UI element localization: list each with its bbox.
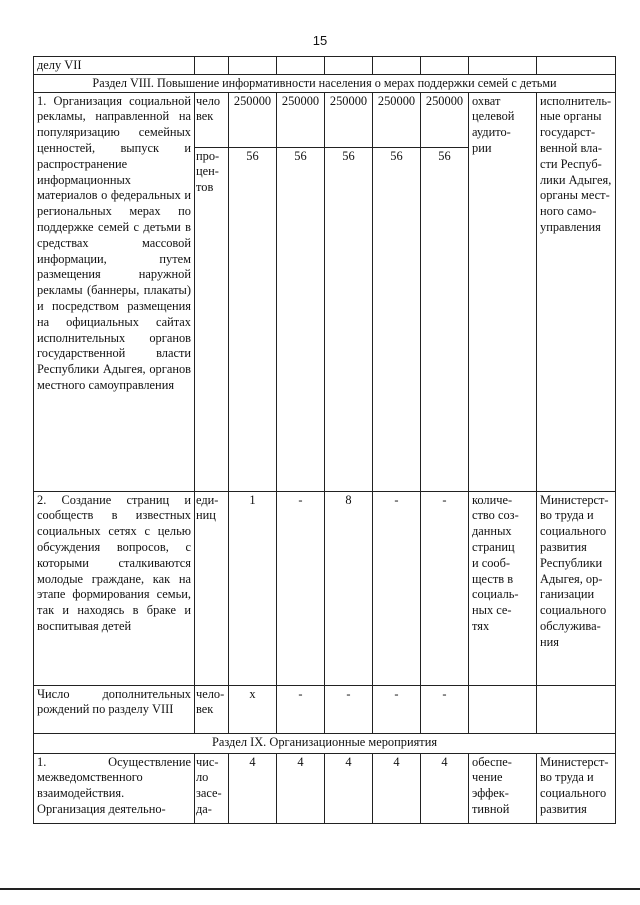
indicator-cell: охват целевой аудито- рии bbox=[469, 92, 537, 491]
value-cell: 4 bbox=[325, 753, 373, 823]
measure-cell: 2. Создание страниц и сообществ в известных социальных сетях с целью обсуждения вопросов, с которыми сталкиваются молодые граждане, как на этапе формирования семьи, так и находясь в браке и воспитывая детей bbox=[34, 491, 195, 685]
value-cell: 250000 bbox=[421, 92, 469, 147]
value-cell: - bbox=[373, 685, 421, 733]
executor-cell: Министерст- во труда и социального развития bbox=[537, 753, 616, 823]
value-cell: 1 bbox=[229, 491, 277, 685]
executor-cell: Министерст- во труда и социального развития Республики Адыгея, ор- ганизации социального обслужива- ния bbox=[537, 491, 616, 685]
measure-cell: 1. Осуществление межведомственного взаимодействия. Организация деятельно- bbox=[34, 753, 195, 823]
indicator-cell: обеспе- чение эффек- тивной bbox=[469, 753, 537, 823]
table-row bbox=[34, 92, 616, 147]
value-cell: 56 bbox=[277, 147, 325, 491]
executor-cell: исполнитель- ные органы государст- венной вла- сти Респуб- лики Адыгея, органы мест- ного само- управления bbox=[537, 92, 616, 491]
value-cell: - bbox=[277, 491, 325, 685]
value-cell: - bbox=[373, 491, 421, 685]
page-bottom-edge bbox=[0, 888, 640, 890]
value-cell: - bbox=[421, 685, 469, 733]
unit-cell: чело- век bbox=[195, 685, 229, 733]
value-cell: 56 bbox=[325, 147, 373, 491]
section-heading: Раздел IX. Организационные мероприятия bbox=[34, 733, 616, 753]
table-row bbox=[34, 685, 616, 733]
value-cell: 4 bbox=[373, 753, 421, 823]
section-heading-row bbox=[34, 74, 616, 92]
value-cell: 56 bbox=[421, 147, 469, 491]
value-cell: 56 bbox=[373, 147, 421, 491]
table-row bbox=[34, 491, 616, 685]
value-cell: 250000 bbox=[325, 92, 373, 147]
value-cell: - bbox=[421, 491, 469, 685]
row-label: делу VII bbox=[34, 57, 195, 75]
value-cell: 250000 bbox=[229, 92, 277, 147]
value-cell: x bbox=[229, 685, 277, 733]
value-cell: 4 bbox=[229, 753, 277, 823]
measure-cell: Число дополнительных рождений по разделу VIII bbox=[34, 685, 195, 733]
value-cell: 4 bbox=[277, 753, 325, 823]
program-table bbox=[33, 56, 616, 824]
value-cell: 4 bbox=[421, 753, 469, 823]
unit-cell: чис- ло засе- да- bbox=[195, 753, 229, 823]
section-heading-row bbox=[34, 733, 616, 753]
value-cell: - bbox=[325, 685, 373, 733]
indicator-cell: количе- ство соз- данных страниц и сооб- ществ в социаль- ных се- тях bbox=[469, 491, 537, 685]
page-number: 15 bbox=[312, 33, 328, 48]
value-cell: 250000 bbox=[373, 92, 421, 147]
table-row bbox=[34, 57, 616, 75]
unit-cell: чело век bbox=[195, 92, 229, 147]
unit-cell: про- цен- тов bbox=[195, 147, 229, 491]
value-cell: 8 bbox=[325, 491, 373, 685]
value-cell: - bbox=[277, 685, 325, 733]
value-cell: 250000 bbox=[277, 92, 325, 147]
value-cell: 56 bbox=[229, 147, 277, 491]
measure-cell: 1. Организация социальной рекламы, направленной на популяризацию семейных ценностей, выпуск и распространение информационных материалов о федеральных и региональных мерах по поддержке семей с детьми в средствах массовой информации, путем размещения наружной рекламы (баннеры, плакаты) и посредством размещения на официальных сайтах исполнительных органов государственной власти Республики Адыгея, органов местного самоуправления bbox=[34, 92, 195, 491]
table-row bbox=[34, 753, 616, 823]
section-heading: Раздел VIII. Повышение информативности населения о мерах поддержки семей с детьми bbox=[34, 74, 616, 92]
unit-cell: еди- ниц bbox=[195, 491, 229, 685]
